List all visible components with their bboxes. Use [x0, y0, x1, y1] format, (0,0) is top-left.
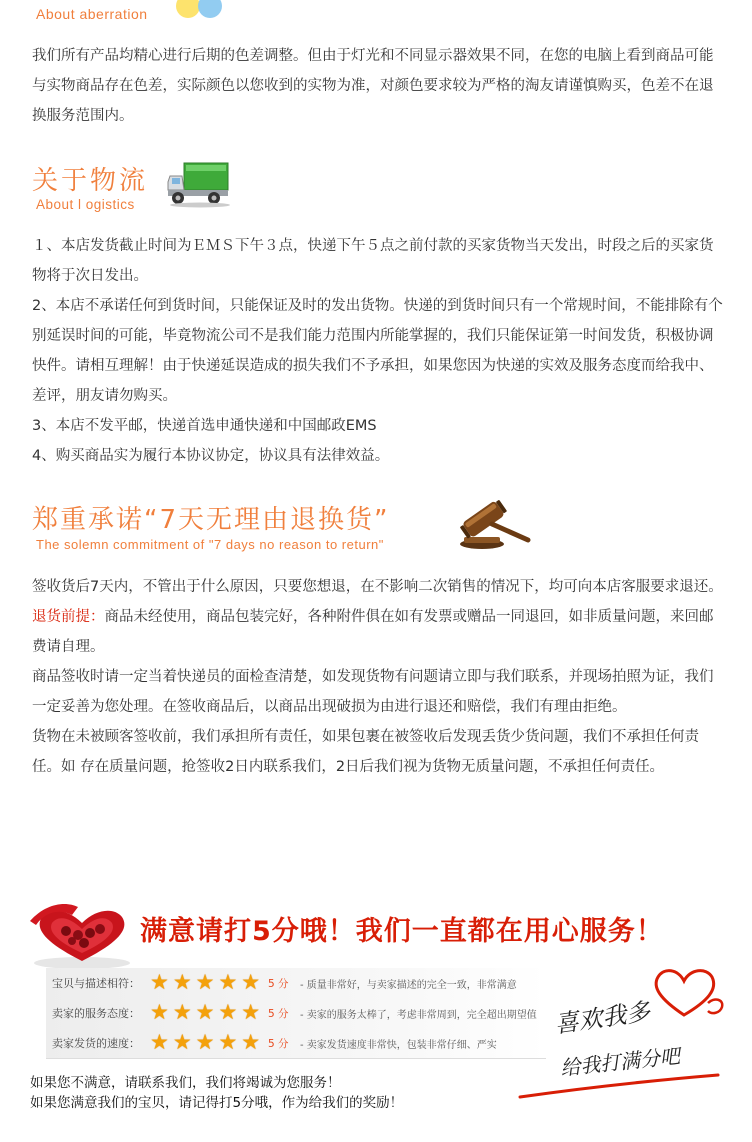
logistics-item: 4、购买商品实为履行本协议协定，协议具有法律效益。: [32, 448, 390, 464]
rating-label: 宝贝与描述相符：: [52, 977, 140, 990]
rating-row: [46, 1028, 546, 1059]
rating-desc: - 质量非常好，与卖家描述的完全一致，非常满意: [300, 980, 517, 991]
star-icon[interactable]: ★★★★★: [150, 970, 265, 994]
aberration-paragraph: [32, 41, 724, 131]
star-icon[interactable]: ★★★★★: [150, 1030, 265, 1054]
hand-drawn-heart-icon: [648, 963, 728, 1021]
aberration-subtitle: About aberration: [36, 6, 148, 22]
returns-text: [32, 572, 724, 782]
rating-desc: - 卖家发货速度非常快，包装非常仔细、严实: [300, 1040, 497, 1051]
logistics-title: 关于物流: [32, 166, 149, 196]
star-icon[interactable]: ★★★★★: [150, 1000, 265, 1024]
returns-paragraph-3: 货物在未被顾客签收前，我们承担所有责任，如果包裹在被签收后发现丢货少货问题，我们不承担任何责任。如 存在质量问题，抢签收2日内联系我们，2日后我们视为货物无质量问题，不承担任何责任。: [32, 729, 699, 775]
rating-label: 卖家的服务态度：: [52, 1007, 140, 1020]
bottom-line-2: 如果您满意我们的宝贝，请记得打5分哦，作为给我们的奖励！: [30, 1095, 404, 1111]
rating-title: 满意请打5分哦！我们一直都在用心服务！: [140, 916, 664, 947]
rating-score: 5 分: [268, 1008, 289, 1020]
return-precondition-label: 退货前提：: [32, 609, 105, 625]
rating-score: 5 分: [268, 978, 289, 990]
returns-subtitle: The solemn commitment of "7 days no reason to return": [36, 537, 384, 552]
handwriting-line-2: 给我打满分吧: [559, 1043, 682, 1081]
returns-p1-text: 签收货后7天内，不管出于什么原因，只要您想退，在不影响二次销售的情况下，均可向本店客服要求退还。: [32, 579, 723, 595]
truck-icon: [166, 160, 232, 208]
rating-row: [46, 968, 546, 999]
rating-label: 卖家发货的速度：: [52, 1037, 140, 1050]
returns-paragraph-1: [32, 572, 724, 662]
returns-title: 郑重承诺“7天无理由退换货”: [32, 505, 390, 535]
heart-gift-box-icon: [26, 901, 136, 971]
rating-row: [46, 998, 546, 1029]
returns-p1-text-2: 商品未经使用，商品包装完好，各种附件俱在如有发票或赠品一同退回，如非质量问题，来回邮费请自理。: [32, 609, 714, 655]
returns-paragraph-2: 商品签收时请一定当着快递员的面检查清楚，如发现货物有问题请立即与我们联系，并现场拍照为证，我们一定妥善为您处理。在签收商品后，以商品出现破损为由进行退还和赔偿，我们有理由拒绝。: [32, 669, 714, 715]
bottom-line-1: 如果您不满意，请联系我们，我们将竭诚为您服务！: [30, 1075, 341, 1091]
aberration-text: 我们所有产品均精心进行后期的色差调整。但由于灯光和不同显示器效果不同，在您的电脑上看到商品可能与实物商品存在色差，实际颜色以您收到的实物为准，对颜色要求较为严格的淘友请谨慎购买，色差不在退换服务范围内。: [32, 48, 714, 124]
logistics-item: １、本店发货截止时间为ＥＭＳ下午３点，快递下午５点之前付款的买家货物当天发出，时段之后的买家货物将于次日发出。: [32, 238, 714, 284]
logistics-list: [32, 231, 724, 471]
logistics-item: 3、本店不发平邮，快递首选申通快递和中国邮政EMS: [32, 418, 377, 434]
rating-score: 5 分: [268, 1038, 289, 1050]
rating-desc: - 卖家的服务太棒了，考虑非常周到，完全超出期望值: [300, 1010, 537, 1021]
gavel-icon: [458, 500, 532, 550]
handwriting-line-1: 喜欢我多: [552, 997, 652, 1039]
red-brush-stroke: [516, 1071, 722, 1103]
logistics-subtitle: About l ogistics: [36, 197, 135, 212]
color-dots-icon: [172, 0, 228, 22]
rating-banner: [20, 893, 732, 1123]
logistics-item: 2、本店不承诺任何到货时间，只能保证及时的发出货物。快递的到货时间只有一个常规时间，不能排除有个别延误时间的可能，毕竟物流公司不是我们能力范围内所能掌握的，我们只能保证第一时间发货，积极协调快件。请相互理解！由于快递延误造成的损失我们不予承担，如果您因为快递的实效及服务态度而给我中、差评，朋友请勿购买。: [32, 298, 723, 404]
